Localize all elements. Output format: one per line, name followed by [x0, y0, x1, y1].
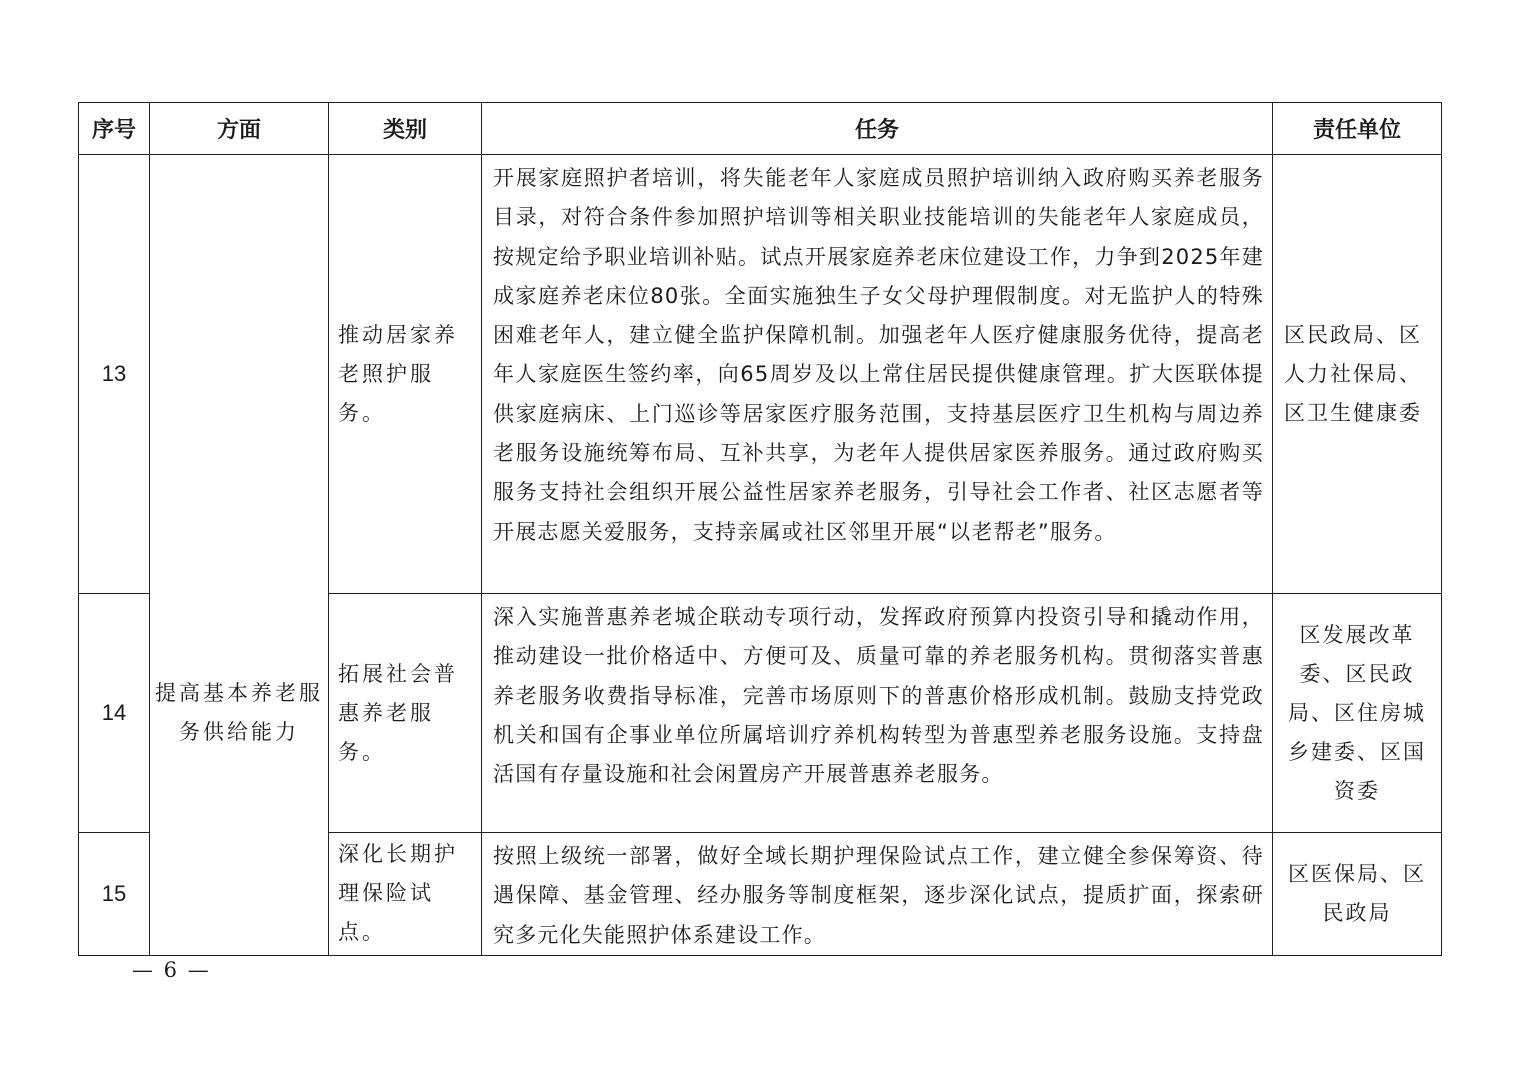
row-seq: 13 — [79, 155, 150, 594]
header-category: 类别 — [329, 103, 482, 155]
aspect-cell — [150, 155, 329, 956]
row-unit: 区民政局、区人力社保局、区卫生健康委 — [1273, 155, 1442, 594]
row-category: 拓展社会普惠养老服务。 — [329, 594, 482, 833]
row-category: 深化长期护理保险试点。 — [329, 833, 482, 956]
row-unit: 区发展改革委、区民政局、区住房城乡建委、区国资委 — [1273, 594, 1442, 833]
row-unit: 区医保局、区民政局 — [1273, 833, 1442, 956]
header-task: 任务 — [482, 103, 1273, 155]
row-task: 深入实施普惠养老城企联动专项行动，发挥政府预算内投资引导和撬动作用，推动建设一批价格适中、方便可及、质量可靠的养老服务机构。贯彻落实普惠养老服务收费指导标准，完善市场原则下的普惠价格形成机制。鼓励支持党政机关和国有企事业单位所属培训疗养机构转型为普惠型养老服务设施。支持盘活国有存量设施和社会闲置房产开展普惠养老服务。 — [482, 594, 1273, 833]
row-seq: 15 — [79, 833, 150, 956]
row-category: 推动居家养老照护服务。 — [329, 155, 482, 594]
table-header-row — [79, 103, 1442, 155]
table-row — [79, 155, 1442, 594]
header-unit: 责任单位 — [1273, 103, 1442, 155]
header-seq: 序号 — [79, 103, 150, 155]
task-table — [78, 102, 1442, 956]
row-task: 开展家庭照护者培训，将失能老年人家庭成员照护培训纳入政府购买养老服务目录，对符合条件参加照护培训等相关职业技能培训的失能老年人家庭成员，按规定给予职业培训补贴。试点开展家庭养老床位建设工作，力争到2025年建成家庭养老床位80张。全面实施独生子女父母护理假制度。对无监护人的特殊困难老年人，建立健全监护保障机制。加强老年人医疗健康服务优待，提高老年人家庭医生签约率，向65周岁及以上常住居民提供健康管理。扩大医联体提供家庭病床、上门巡诊等居家医疗服务范围，支持基层医疗卫生机构与周边养老服务设施统筹布局、互补共享，为老年人提供居家医养服务。通过政府购买服务支持社会组织开展公益性居家养老服务，引导社会工作者、社区志愿者等开展志愿关爱服务，支持亲属或社区邻里开展“以老帮老”服务。 — [482, 155, 1273, 594]
row-task: 按照上级统一部署，做好全域长期护理保险试点工作，建立健全参保筹资、待遇保障、基金管理、经办服务等制度框架，逐步深化试点，提质扩面，探索研究多元化失能照护体系建设工作。 — [482, 833, 1273, 956]
row-seq: 14 — [79, 594, 150, 833]
page-number: — 6 — — [132, 958, 211, 982]
header-aspect: 方面 — [150, 103, 329, 155]
aspect-text: 提高基本养老服务供给能力 — [155, 680, 323, 744]
